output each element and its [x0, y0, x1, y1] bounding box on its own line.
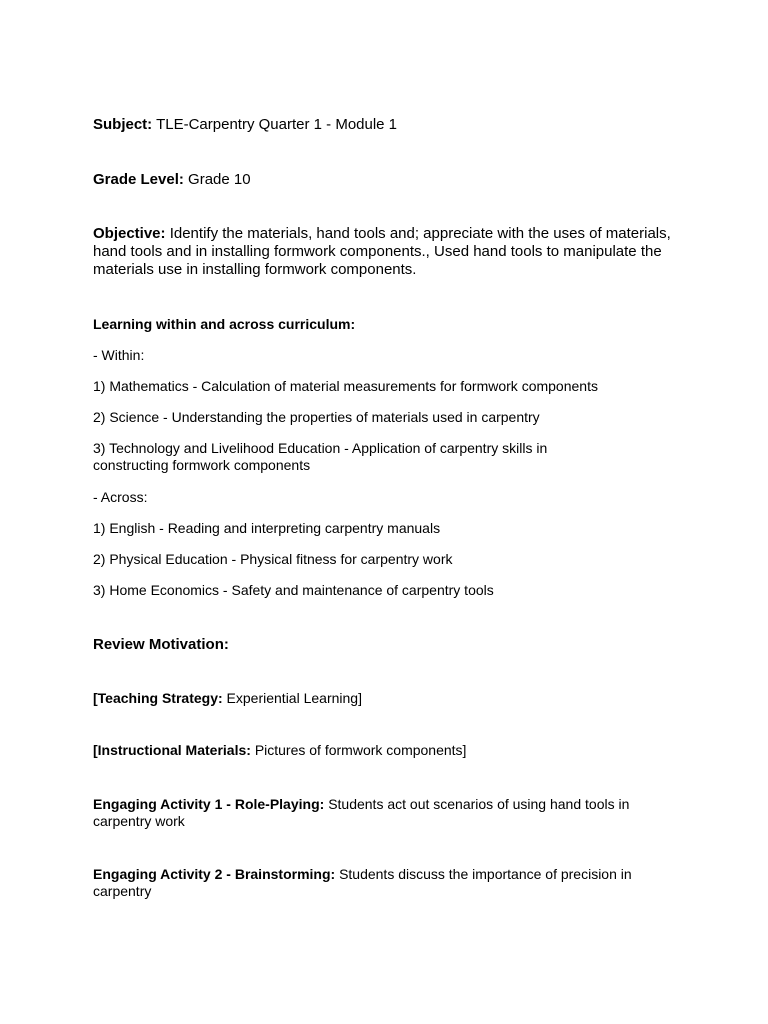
instructional-materials-label: [Instructional Materials:	[93, 742, 251, 758]
teaching-strategy-line	[93, 690, 362, 707]
activity-1-text: Students act out scenarios of using hand tools in carpentry work	[93, 796, 630, 829]
objective-label: Objective:	[93, 225, 166, 242]
subject-value: TLE-Carpentry Quarter 1 - Module 1	[156, 116, 398, 133]
within-item-2: 2) Science - Understanding the properties of materials used in carpentry	[93, 409, 540, 425]
learning-heading: Learning within and across curriculum:	[93, 316, 356, 332]
within-label: - Within:	[93, 347, 145, 363]
activity-1-label: Engaging Activity 1 - Role-Playing:	[93, 796, 325, 812]
within-item-3: 3) Technology and Livelihood Education - Application of carpentry skills in constructing formwork components	[93, 440, 548, 473]
grade-level-label: Grade Level:	[93, 171, 184, 188]
activity-1-paragraph	[93, 796, 683, 830]
teaching-strategy-value: Experiential Learning]	[226, 690, 362, 706]
subject-label: Subject:	[93, 116, 153, 133]
across-item-3: 3) Home Economics - Safety and maintenance of carpentry tools	[93, 582, 494, 598]
grade-level-value: Grade 10	[188, 171, 251, 188]
within-item-1: 1) Mathematics - Calculation of material measurements for formwork components	[93, 378, 598, 394]
subject-line	[93, 116, 397, 134]
instructional-materials-value: Pictures of formwork components]	[254, 742, 467, 758]
activity-2-paragraph	[93, 866, 683, 900]
activity-2-text: Students discuss the importance of precision in carpentry	[93, 866, 632, 899]
review-motivation-heading: Review Motivation:	[93, 636, 229, 653]
across-label: - Across:	[93, 489, 148, 505]
across-item-2: 2) Physical Education - Physical fitness for carpentry work	[93, 551, 453, 567]
grade-level-line	[93, 171, 251, 189]
across-item-1: 1) English - Reading and interpreting carpentry manuals	[93, 520, 441, 536]
objective-paragraph	[93, 225, 683, 279]
objective-text: Identify the materials, hand tools and; appreciate with the uses of materials, hand tools and in installing formwork components., Used hand tools to manipulate the materials use in installing formwork components.	[93, 225, 671, 278]
teaching-strategy-label: [Teaching Strategy:	[93, 690, 223, 706]
instructional-materials-line	[93, 742, 466, 759]
activity-2-label: Engaging Activity 2 - Brainstorming:	[93, 866, 336, 882]
